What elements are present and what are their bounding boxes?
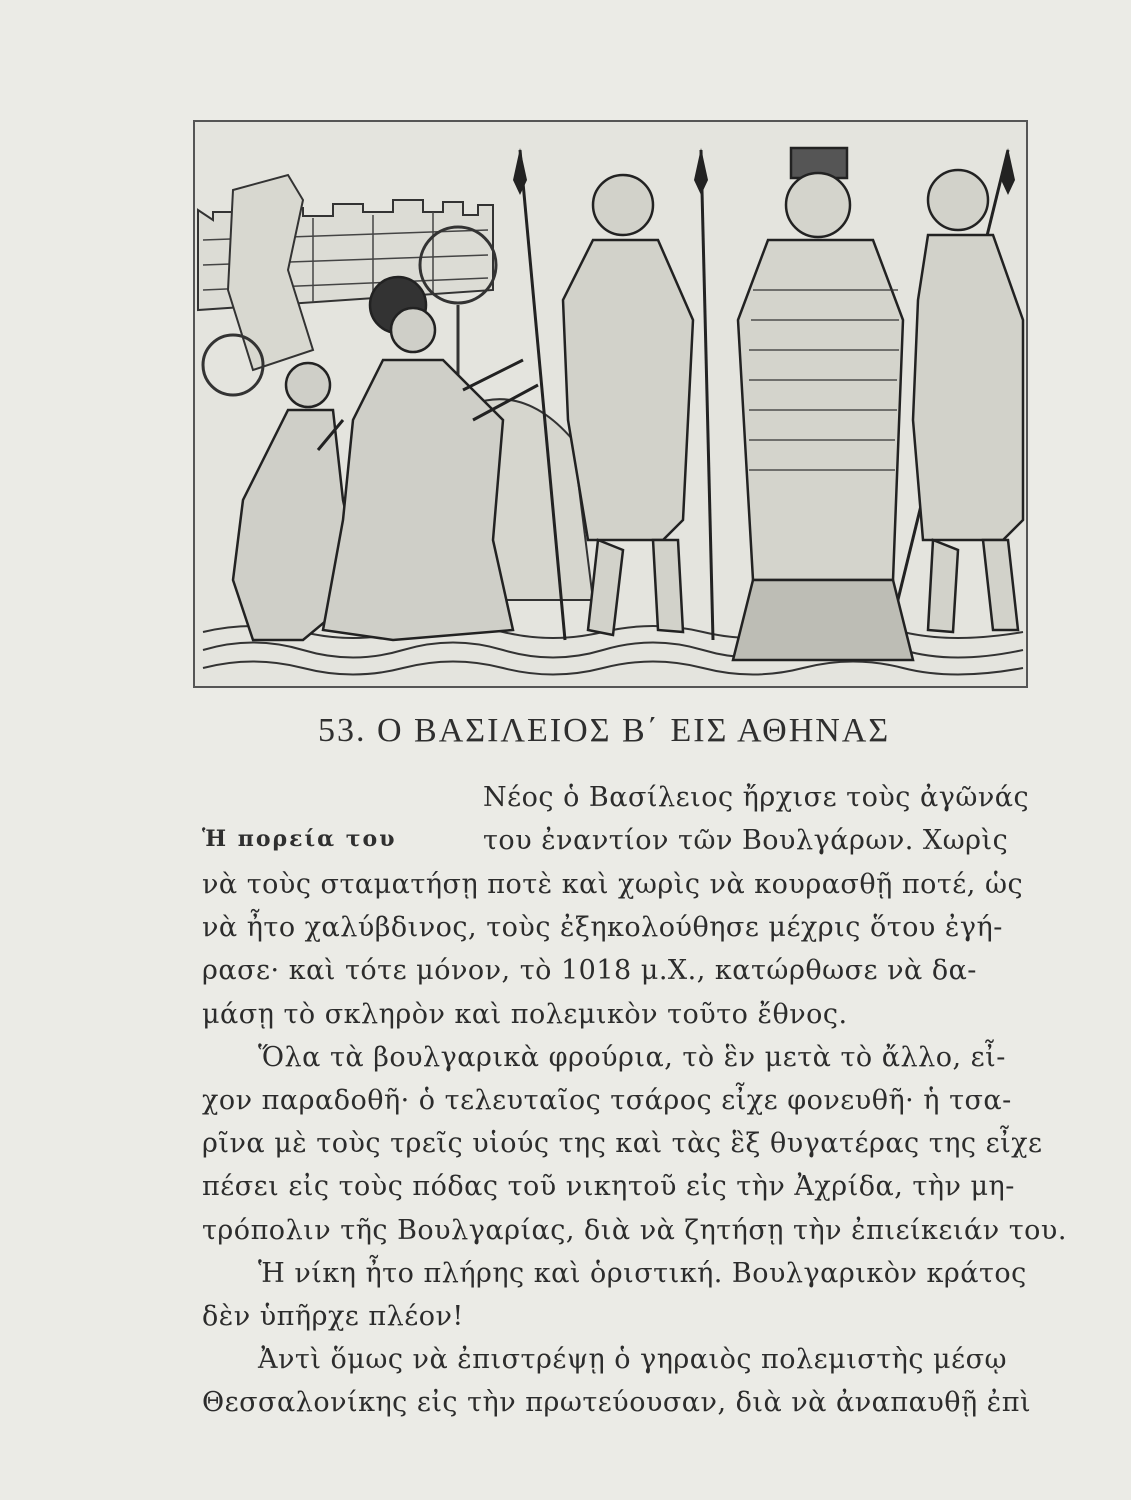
text-line: Ἀντὶ ὅμως νὰ ἐπιστρέψῃ ὁ γηραιὸς πολεμιστὴς μέσῳ <box>258 1344 1008 1375</box>
text-line: Ἡ νίκη ἦτο πλήρης καὶ ὁριστική. Βουλγαρικὸν κράτος <box>258 1258 1027 1289</box>
text-line: ρασε· καὶ τότε μόνον, τὸ 1018 μ.Χ., κατώρθωσε νὰ δα- <box>202 955 977 986</box>
illustration-drawing <box>193 120 1028 688</box>
text-line: του ἐναντίον τῶν Βουλγάρων. Χωρὶς <box>483 825 1009 856</box>
text-line: ρῖνα μὲ τοὺς τρεῖς υἱούς της καὶ τὰς ἓξ θυγατέρας της εἶχε <box>202 1128 1043 1159</box>
text-line: χον παραδοθῆ· ὁ τελευταῖος τσάρος εἶχε φονευθῆ· ἡ τσα- <box>202 1085 1012 1116</box>
text-line: Νέος ὁ Βασίλειος ἤρχισε τοὺς ἀγῶνάς <box>483 782 1030 813</box>
text-line: δὲν ὑπῆρχε πλέον! <box>202 1301 464 1332</box>
text-line: νὰ τοὺς σταματήσῃ ποτὲ καὶ χωρὶς νὰ κουρασθῇ ποτέ, ὡς <box>202 869 1024 900</box>
text-line: Θεσσαλονίκης εἰς τὴν πρωτεύουσαν, διὰ νὰ ἀναπαυθῇ ἐπὶ <box>202 1387 1032 1418</box>
text-line: νὰ ἦτο χαλύβδινος, τοὺς ἐξηκολούθησε μέχρις ὅτου ἐγή- <box>202 912 1003 943</box>
woodcut-illustration <box>193 120 1028 688</box>
text-line: πέσει εἰς τοὺς πόδας τοῦ νικητοῦ εἰς τὴν Ἀχρίδα, τὴν μη- <box>202 1171 1015 1202</box>
side-heading: Ἡ πορεία του <box>202 826 397 852</box>
text-line: μάσῃ τὸ σκληρὸν καὶ πολεμικὸν τοῦτο ἔθνος. <box>202 999 848 1030</box>
text-line: τρόπολιν τῆς Βουλγαρίας, διὰ νὰ ζητήσῃ τὴν ἐπιείκειάν του. <box>202 1215 1067 1246</box>
text-line: Ὅλα τὰ βουλγαρικὰ φρούρια, τὸ ἓν μετὰ τὸ ἄλλο, εἶ- <box>258 1042 1006 1073</box>
chapter-title: 53. Ο ΒΑΣΙΛΕΙΟΣ Β΄ ΕΙΣ ΑΘΗΝΑΣ <box>318 712 891 749</box>
